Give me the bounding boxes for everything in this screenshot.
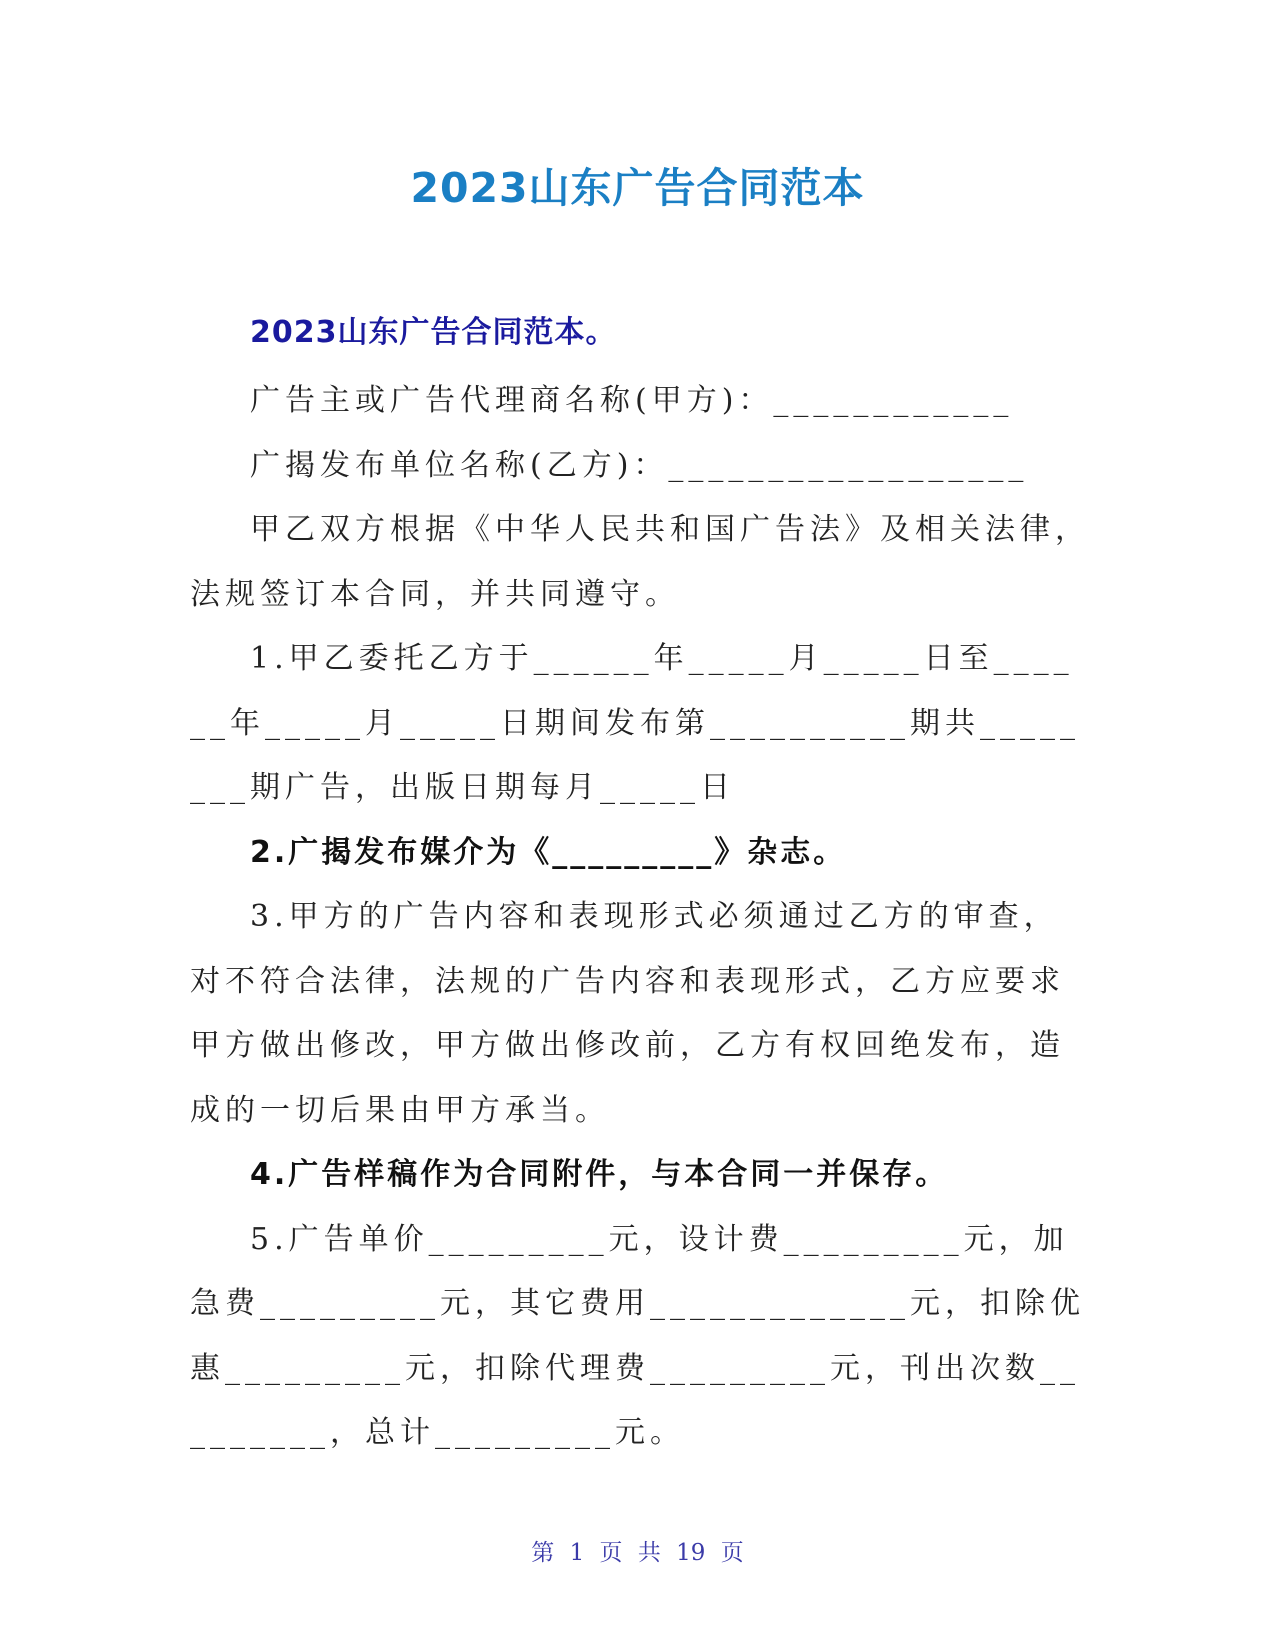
- clause-1: 1.甲乙委托乙方于______年_____月_____日至______年_____月_____日期间发布第__________期共________期广告，出版日期每月_____日: [190, 641, 1080, 805]
- section-heading: 2023山东广告合同范本。: [250, 315, 617, 350]
- document-title: 2023山东广告合同范本: [410, 164, 865, 212]
- clause-3: 3.甲方的广告内容和表现形式必须通过乙方的审查，对不符合法律，法规的广告内容和表现形式，乙方应要求甲方做出修改，甲方做出修改前，乙方有权回绝发布，造成的一切后果由甲方承当。: [190, 899, 1065, 1128]
- page-number-footer: 第 1 页 共 19 页: [531, 1540, 744, 1566]
- document-body: [190, 302, 1090, 1466]
- clause-2: 2.广揭发布媒介为《_________》杂志。: [250, 834, 847, 870]
- clause-4: 4.广告样稿作为合同附件，与本合同一并保存。: [250, 1157, 949, 1192]
- party-b-line: 广揭发布单位名称(乙方)：__________________: [250, 447, 1029, 483]
- preamble-paragraph: 甲乙双方根据《中华人民共和国广告法》及相关法律，法规签订本合同，并共同遵守。: [190, 512, 1090, 612]
- party-a-line: 广告主或广告代理商名称(甲方)：____________: [250, 383, 1014, 418]
- clause-5: 5.广告单价_________元，设计费_________元，加急费_________元，其它费用_____________元，扣除优惠_________元，扣除代理费_________元，刊出次数_________，总计_________元。: [190, 1221, 1085, 1450]
